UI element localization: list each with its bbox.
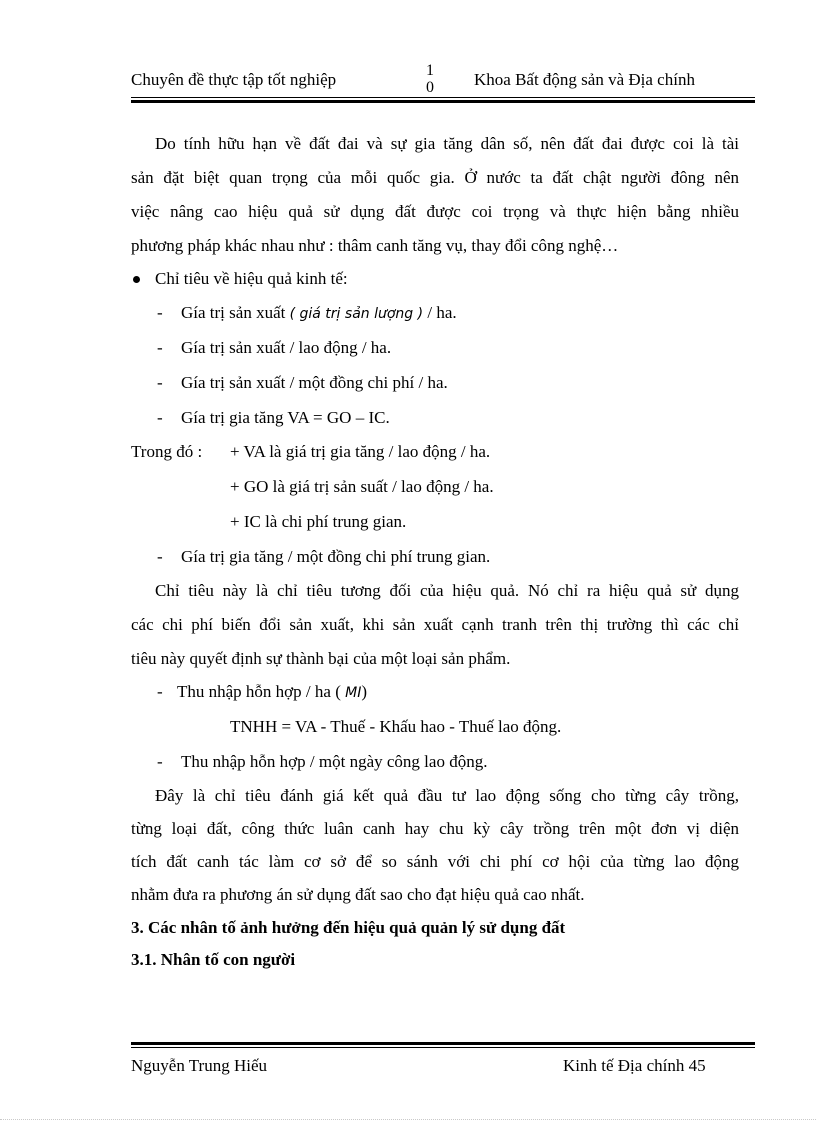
page-number	[425, 62, 435, 96]
list-item-value-per-labor: Gía trị sản xuất / lao động / ha.	[181, 338, 392, 357]
footer-author: Nguyễn Trung Hiếu	[131, 1056, 268, 1075]
definition-go: + GO là giá trị sản suất / lao động / ha.	[230, 477, 494, 496]
definition-va: + VA là giá trị gia tăng / lao động / ha.	[230, 442, 491, 461]
list-item-italic: MI	[345, 685, 362, 701]
paragraph-2-line-2: các chi phí biến đổi sản xuất, khi sản xuất cạnh tranh trên thị trường thì các chỉ	[131, 615, 739, 634]
header-rule-thick	[131, 100, 755, 103]
paragraph-1-line-4: phương pháp khác nhau như : thâm canh tăng vụ, thay đổi công nghệ…	[131, 236, 619, 255]
list-item-text: Gía trị sản xuất	[181, 303, 290, 322]
dash-marker: -	[157, 682, 163, 701]
footer-rule-thin	[131, 1047, 755, 1048]
header-title-left: Chuyên đề thực tập tốt nghiệp	[131, 70, 337, 89]
paragraph-3-line-2: từng loại đất, công thức luân canh hay chu kỳ cây trồng trên một đơn vị diện	[131, 819, 739, 838]
page-number-digit-1: 1	[426, 62, 434, 79]
dash-marker: -	[157, 338, 163, 357]
paragraph-3-line-1: Đây là chỉ tiêu đánh giá kết quả đầu tư lao động sống cho từng cây trồng,	[155, 786, 739, 805]
footer-class: Kinh tế Địa chính 45	[563, 1056, 706, 1075]
dash-marker: -	[157, 303, 163, 322]
list-item-italic: ( giá trị sản lượng )	[289, 306, 424, 322]
formula-tnhh: TNHH = VA - Thuế - Khấu hao - Thuế lao động.	[230, 717, 562, 736]
footer-rule-thick	[131, 1042, 755, 1045]
section-heading-3: 3. Các nhân tố ảnh hưởng đến hiệu quả quản lý sử dụng đất	[131, 918, 566, 937]
list-item-value-per-cost: Gía trị sản xuất / một đồng chi phí / ha.	[181, 373, 448, 392]
section-heading-3-1: 3.1. Nhân tố con người	[131, 950, 296, 969]
list-item-mixed-income-per-day: Thu nhập hỗn hợp / một ngày công lao động.	[181, 752, 488, 771]
paragraph-2-line-3: tiêu này quyết định sự thành bại của một loại sản phẩm.	[131, 649, 511, 668]
list-item-production-value	[181, 303, 457, 323]
list-item-mixed-income	[177, 682, 367, 702]
dash-marker: -	[157, 752, 163, 771]
paragraph-3-line-3: tích đất canh tác làm cơ sở để so sánh với chi phí cơ hội của từng lao động	[131, 852, 739, 871]
dash-marker: -	[157, 547, 163, 566]
page-number-digit-2: 0	[426, 79, 434, 96]
definition-ic: + IC là chi phí trung gian.	[230, 512, 407, 531]
list-item-text: Thu nhập hỗn hợp / ha (	[177, 682, 346, 701]
paragraph-1-line-3: việc nâng cao hiệu quả sử dụng đất được coi trọng và thực hiện bằng nhiều	[131, 202, 739, 221]
list-item-value-added-per-cost: Gía trị gia tăng / một đồng chi phí trung gian.	[181, 547, 491, 566]
list-item-text-end: )	[361, 682, 367, 701]
paragraph-3-line-4: nhằm đưa ra phương án sử dụng đất sao cho đạt hiệu quả cao nhất.	[131, 885, 585, 904]
dash-marker: -	[157, 408, 163, 427]
bullet-economic-indicators: Chỉ tiêu về hiệu quả kinh tế:	[155, 269, 348, 288]
bullet-dot	[133, 276, 140, 283]
list-item-value-added: Gía trị gia tăng VA = GO – IC.	[181, 408, 390, 427]
paragraph-2-line-1: Chỉ tiêu này là chỉ tiêu tương đối của hiệu quả. Nó chỉ ra hiệu quả sử dụng	[155, 581, 739, 600]
paragraph-1-line-1: Do tính hữu hạn về đất đai và sự gia tăng dân số, nên đất đai được coi là tài	[155, 134, 739, 153]
header-rule-thin	[131, 97, 755, 98]
dash-marker: -	[157, 373, 163, 392]
header-title-right: Khoa Bất động sản và Địa chính	[474, 70, 695, 89]
paragraph-1-line-2: sản đặt biệt quan trọng của mỗi quốc gia. Ở nước ta đất chật người đông nên	[131, 168, 739, 187]
list-item-text-end: / ha.	[423, 303, 457, 322]
where-label: Trong đó :	[131, 442, 203, 461]
page-bottom-border	[0, 1119, 816, 1120]
